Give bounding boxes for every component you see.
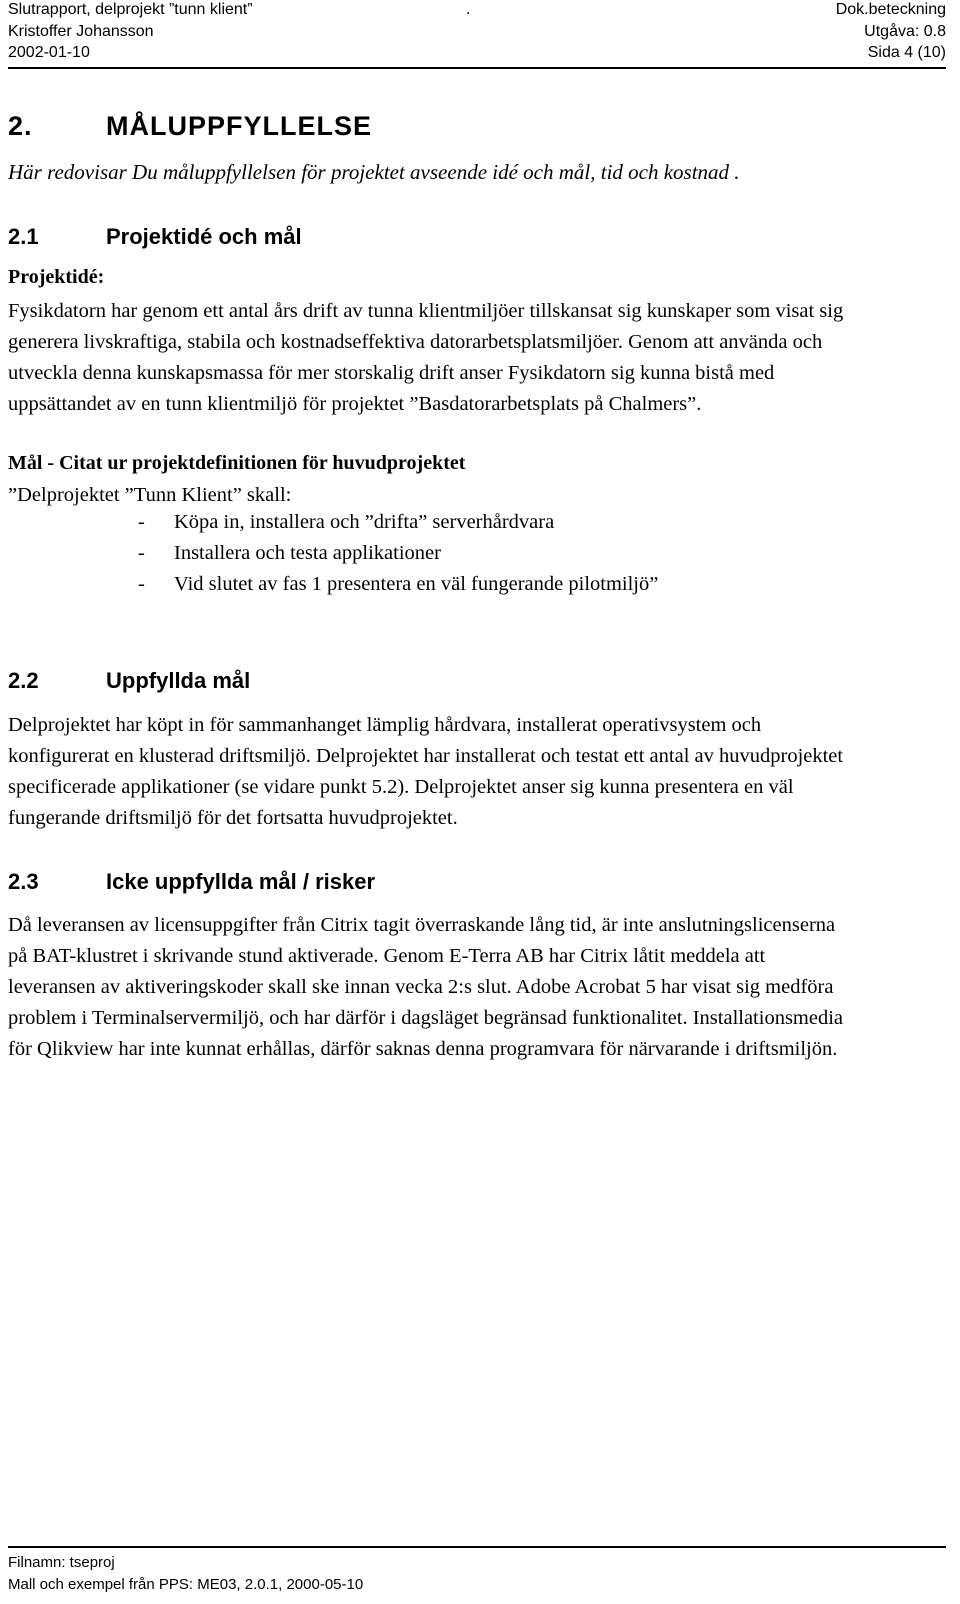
paragraph-uppfyllda	[8, 710, 938, 834]
text-line: specificerade applikationer (se vidare punkt 5.2). Delprojektet anser sig kunna presentera en väl	[8, 776, 794, 798]
doc-title: Slutrapport, delprojekt ”tunn klient”	[8, 1, 253, 18]
bullet-marker: -	[138, 511, 145, 533]
bullet-text: Köpa in, installera och ”drifta” serverhårdvara	[174, 511, 555, 533]
section-heading-2	[8, 111, 372, 142]
header-row-3	[8, 43, 946, 63]
footer-filename: Filnamn: tseproj	[8, 1554, 115, 1571]
text-line: leveransen av aktiveringskoder skall ske innan vecka 2:s slut. Adobe Acrobat 5 har visat sig medföra	[8, 976, 834, 998]
author: Kristoffer Johansson	[8, 23, 154, 40]
text-line: utveckla denna kunskapsmassa för mer storskalig drift anser Fysikdatorn sig kunna bistå med	[8, 362, 775, 384]
header-row-2	[8, 22, 946, 42]
section-title: Uppfyllda mål	[106, 668, 251, 693]
date: 2002-01-10	[8, 44, 90, 61]
bullet-marker: -	[138, 573, 145, 595]
bullet-marker: -	[138, 542, 145, 564]
section-number: 2.	[8, 111, 33, 141]
header-row-1	[8, 0, 946, 20]
subheading-projektide: Projektidé:	[8, 266, 105, 288]
section-title: Icke uppfyllda mål / risker	[106, 869, 376, 894]
section-number: 2.1	[8, 224, 39, 249]
footer-divider	[8, 1546, 946, 1548]
text-line: Fysikdatorn har genom ett antal års drift av tunna klientmiljöer tillskansat sig kunskaper som visat sig	[8, 300, 844, 322]
footer-template: Mall och exempel från PPS: ME03, 2.0.1, 2000-05-10	[8, 1576, 364, 1593]
header-dot: .	[466, 1, 471, 18]
section-intro: Här redovisar Du måluppfyllelsen för projektet avseende idé och mål, tid och kostnad .	[8, 160, 740, 184]
text-line: på BAT-klustret i skrivande stund aktiverade. Genom E-Terra AB har Citrix låtit meddela att	[8, 945, 766, 967]
text-line: för Qlikview har inte kunnat erhållas, därför saknas denna programvara för närvarande i driftsmiljön.	[8, 1038, 838, 1060]
section-title: Projektidé och mål	[106, 224, 302, 249]
paragraph-projektide	[8, 296, 938, 420]
text-line: problem i Terminalservermiljö, och har därför i dagsläget begränsad funktionalitet. Installationsmedia	[8, 1007, 844, 1029]
page-number: Sida 4 (10)	[867, 44, 946, 61]
header-divider	[8, 67, 946, 69]
text-line: Delprojektet har köpt in för sammanhanget lämplig hårdvara, installerat operativsystem och	[8, 714, 762, 736]
section-number: 2.3	[8, 869, 39, 894]
paragraph-risker	[8, 910, 938, 1065]
section-heading-2-1	[8, 224, 302, 250]
section-heading-2-3	[8, 869, 375, 895]
text-line: Då leveransen av licensuppgifter från Citrix tagit överraskande lång tid, är inte anslutningslicenserna	[8, 914, 836, 936]
bullet-text: Vid slutet av fas 1 presentera en väl fungerande pilotmiljö”	[174, 573, 659, 595]
section-title: MÅLUPPFYLLELSE	[106, 111, 373, 141]
bullet-text: Installera och testa applikationer	[174, 542, 441, 564]
text-line: uppsättandet av en tunn klientmiljö för projektet ”Basdatorarbetsplats på Chalmers”.	[8, 393, 702, 415]
goal-intro: ”Delprojektet ”Tunn Klient” skall:	[8, 484, 292, 506]
section-heading-2-2	[8, 668, 250, 694]
text-line: konfigurerat en klusterad driftsmiljö. Delprojektet har installerat och testat ett antal av huvudprojektet	[8, 745, 844, 767]
text-line: generera livskraftiga, stabila och kostnadseffektiva datorarbetsplatsmiljöer. Genom att använda och	[8, 331, 823, 353]
doc-id-label: Dok.beteckning	[835, 1, 946, 18]
text-line: fungerande driftsmiljö för det fortsatta huvudprojektet.	[8, 807, 458, 829]
section-number: 2.2	[8, 668, 39, 693]
version: Utgåva: 0.8	[864, 23, 946, 40]
subheading-goal: Mål - Citat ur projektdefinitionen för huvudprojektet	[8, 452, 466, 474]
